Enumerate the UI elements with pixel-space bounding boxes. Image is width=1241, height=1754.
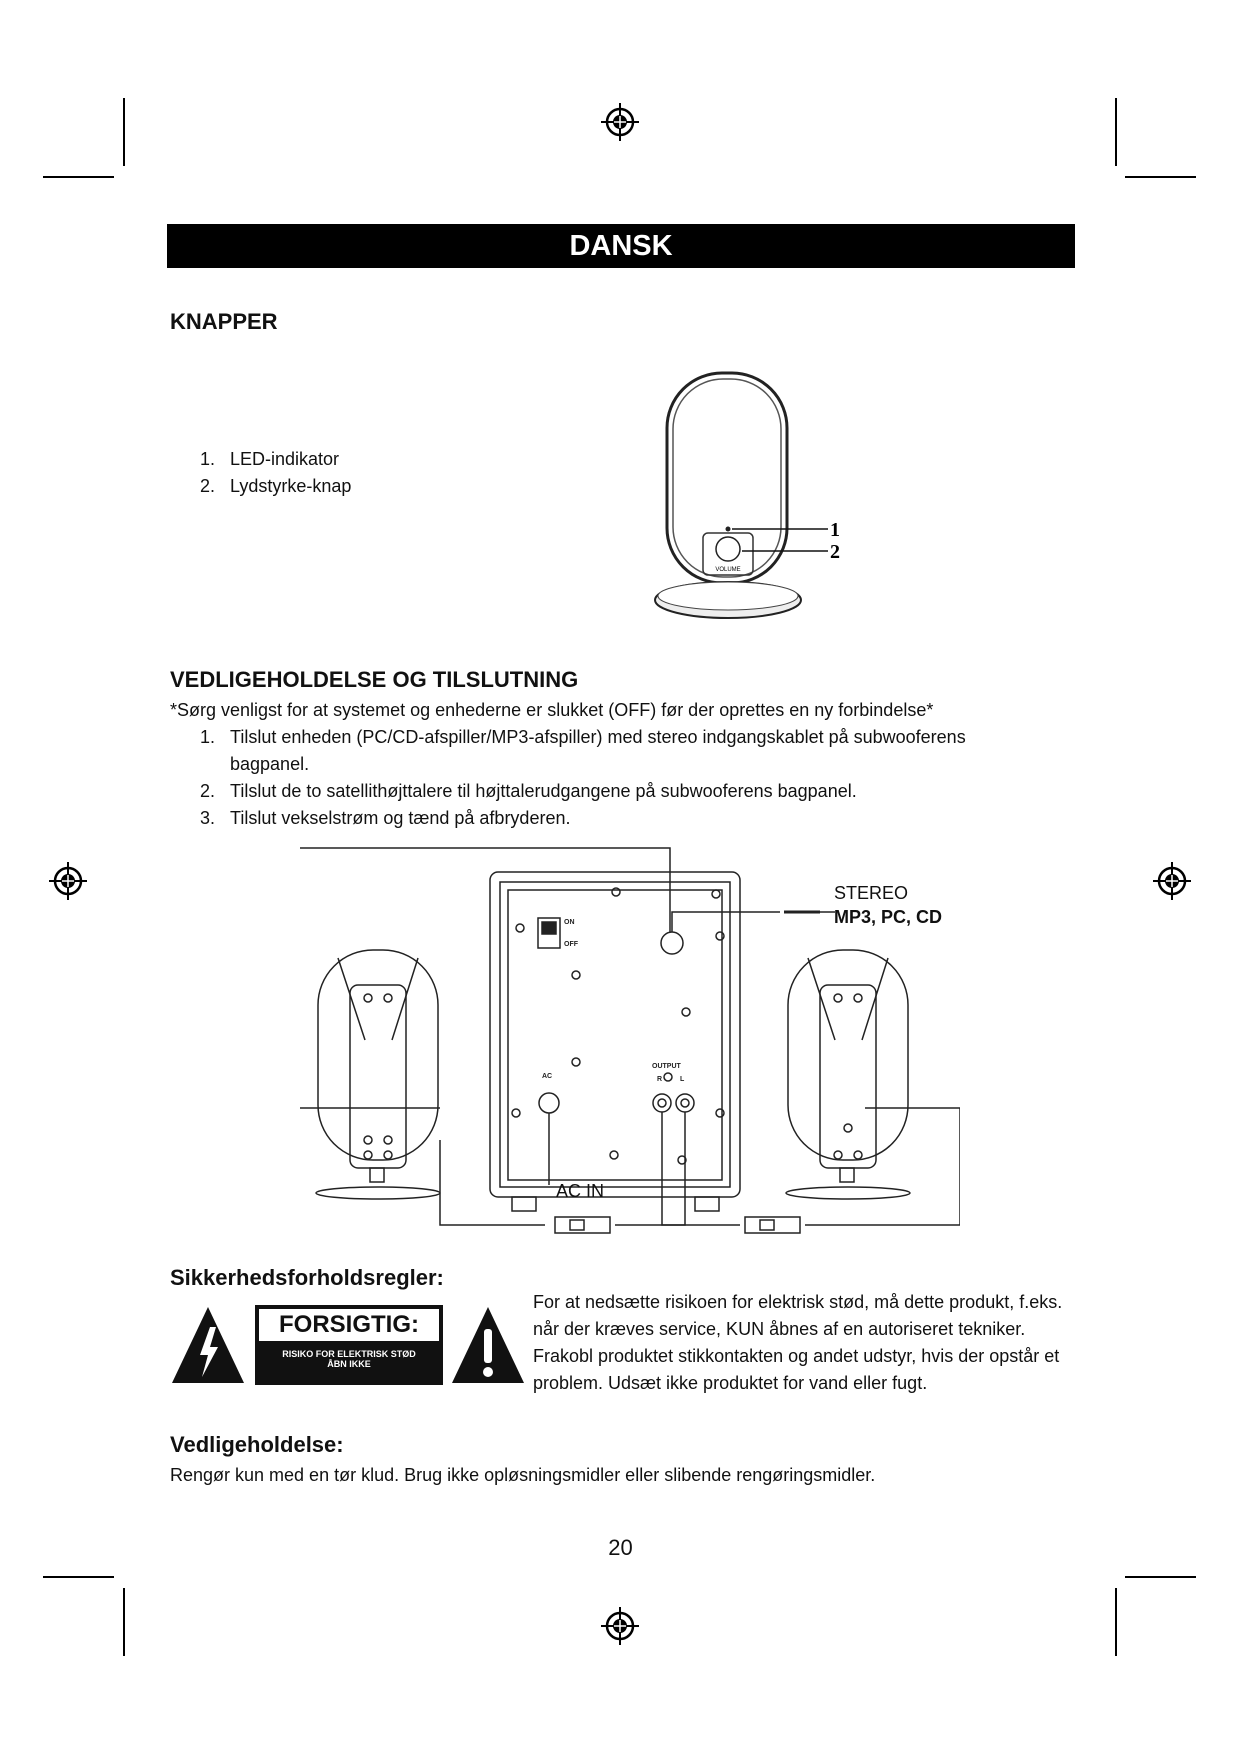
connection-steps (200, 724, 1080, 832)
crop-mark (1115, 98, 1117, 166)
callout-2: 2 (830, 541, 840, 563)
page-number: 20 (608, 1535, 633, 1560)
exclamation-warning-icon (450, 1305, 526, 1385)
list-item: 2. Lydstyrke-knap (200, 476, 352, 496)
lightning-warning-icon (170, 1305, 246, 1385)
crop-mark (1115, 1588, 1117, 1656)
switch-on-label: ON (564, 919, 575, 926)
list-item: 1. LED-indikator (200, 449, 340, 469)
registration-mark-icon (600, 102, 640, 142)
output-r-label: R (657, 1076, 663, 1083)
caution-line-1: RISIKO FOR ELEKTRISK STØD (282, 1349, 416, 1359)
caution-title: FORSIGTIG: (259, 1309, 439, 1341)
volume-label: VOLUME (715, 567, 741, 573)
callout-1: 1 (830, 519, 840, 541)
sources-label: MP3, PC, CD (834, 907, 943, 927)
crop-mark (123, 98, 125, 166)
buttons-list (200, 446, 351, 500)
maintenance-text: Rengør kun med en tør klud. Brug ikke opløsningsmidler eller slibende rengøringsmidler. (170, 1465, 876, 1485)
section-title-vedligeholdelse-tilslutning: VEDLIGEHOLDELSE OG TILSLUTNING (170, 667, 579, 692)
ac-in-label: AC IN (556, 1181, 605, 1201)
list-item: 3. Tilslut vekselstrøm og tænd på afbryderen. (200, 808, 571, 828)
language-banner: DANSK (167, 224, 1075, 268)
caution-line-2: ÅBN IKKE (327, 1359, 371, 1369)
list-item: 1. Tilslut enheden (PC/CD-afspiller/MP3-afspiller) med stereo indgangskablet på subwooferens (200, 727, 966, 747)
crop-mark (1125, 1576, 1196, 1578)
output-label: OUTPUT (652, 1063, 681, 1070)
switch-off-label: OFF (564, 941, 578, 948)
section-title-knapper: KNAPPER (170, 309, 278, 334)
crop-mark (123, 1588, 125, 1656)
list-item: 2. Tilslut de to satellithøjttalere til højttalerudgangene på subwooferens bagpanel. (200, 781, 857, 801)
registration-mark-icon (1152, 861, 1192, 901)
safety-text: For at nedsætte risikoen for elektrisk stød, må dette produkt, f.eks. når der kræves service, KUN åbnes af en autoriseret tekniker. Frakobl produktet stikkontakten og andet udstyr, hvis der opstår et problem. Udsæt ikke produktet for vand eller fugt. (533, 1292, 1063, 1393)
output-l-label: L (680, 1076, 685, 1083)
crop-mark (1125, 176, 1196, 178)
section-title-safety: Sikkerhedsforholdsregler: (170, 1265, 444, 1290)
safety-note: *Sørg venligst for at systemet og enhederne er slukket (OFF) før der oprettes en ny forbindelse* (170, 700, 934, 720)
ac-label: AC (542, 1073, 553, 1080)
stereo-label: STEREO (834, 883, 909, 903)
crop-mark (43, 1576, 114, 1578)
section-title-maintenance: Vedligeholdelse: (170, 1432, 344, 1457)
crop-mark (43, 176, 114, 178)
caution-label (255, 1305, 443, 1385)
registration-mark-icon (48, 861, 88, 901)
list-item-continuation: bagpanel. (230, 754, 310, 774)
registration-mark-icon (600, 1606, 640, 1646)
speaker-front-illustration (650, 368, 850, 628)
